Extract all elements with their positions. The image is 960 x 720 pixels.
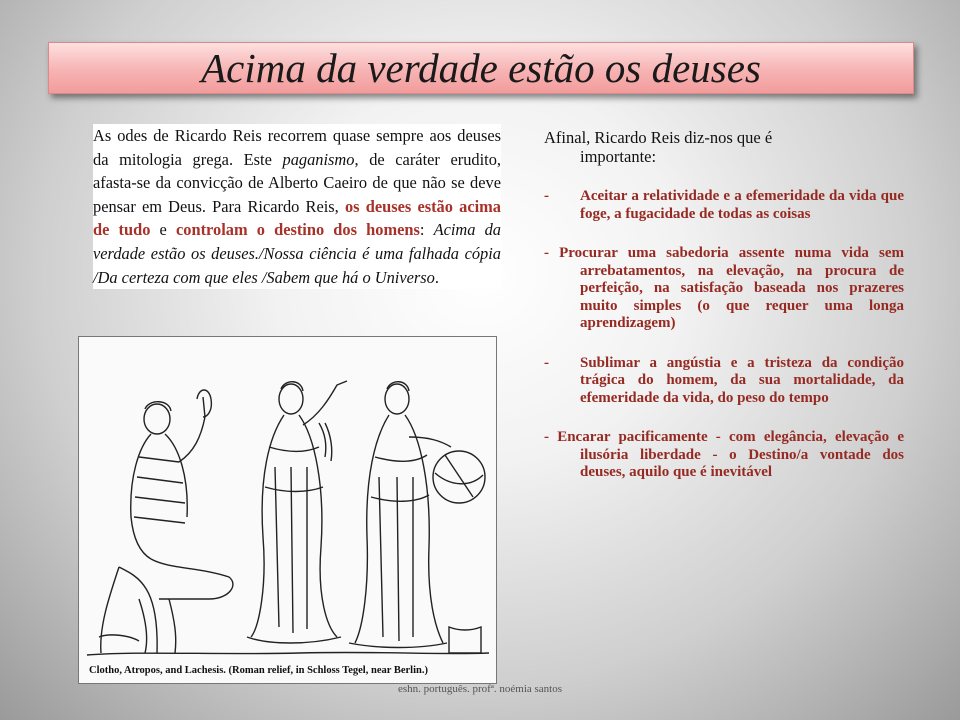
- paragraph-run: e: [150, 220, 176, 240]
- right-intro: [544, 128, 904, 166]
- list-item-text: - Encarar pacificamente - com elegância, elevação e ilusória liberdade - o Destino/a vontade dos deuses, aquilo que é inevitável: [544, 429, 904, 480]
- list-item-text: - Procurar uma sabedoria assente numa vida sem arrebatamentos, na elevação, na procura de perfeição, na satisfação baseada nos prazeres muito simples (o que requer uma longa aprendizagem): [544, 245, 904, 331]
- relief-illustration: [78, 336, 497, 684]
- list-item-4: [544, 429, 904, 482]
- list-item-1: [544, 188, 904, 223]
- right-intro-line1: Afinal, Ricardo Reis diz-nos que é: [544, 128, 773, 147]
- left-paragraph: [93, 124, 501, 289]
- list-item-2: [544, 245, 904, 333]
- paragraph-run: As odes de Ricardo Reis recorrem quase sempre aos deuses da mitologia grega. Este: [93, 126, 501, 169]
- title-banner: [48, 42, 914, 94]
- footer-credit: eshn. português. profª. noémia santos: [397, 683, 563, 695]
- paragraph-run: os deuses estão acima de tudo: [93, 196, 501, 240]
- list-item-text: Sublimar a angústia e a tristeza da condição trágica do homem, da sua mortalidade, da efemeridade da vida, do peso do tempo: [580, 354, 904, 406]
- figure-caption: Clotho, Atropos, and Lachesis. (Roman relief, in Schloss Tegel, near Berlin.): [89, 665, 428, 676]
- paragraph-run: , de caráter erudito, afasta-se da convicção de Alberto Caeiro de que não se deve pensar em Deus. Para Ricardo Reis,: [93, 149, 501, 216]
- paragraph-run: .: [434, 267, 439, 287]
- three-fates-relief-image: [79, 337, 496, 683]
- right-column: [544, 128, 904, 504]
- right-intro-line2: importante:: [580, 147, 657, 166]
- paragraph-run: paganismo: [282, 149, 355, 169]
- paragraph-run: :: [419, 220, 434, 240]
- list-item-marker: -: [544, 188, 549, 204]
- list-item-text: Aceitar a relatividade e a efemeridade da vida que foge, a fugacidade de todas as coisas: [580, 188, 904, 222]
- list-item-3: [544, 355, 904, 408]
- paragraph-run: Acima da verdade estão os deuses./Nossa ciência é uma falhada cópia /Da certeza com que eles /Sabem que há o Universo: [93, 220, 501, 287]
- paragraph-run: controlam o destino dos homens: [175, 220, 420, 240]
- slide-title: Acima da verdade estão os deuses: [201, 45, 761, 91]
- list-item-marker: -: [544, 354, 549, 371]
